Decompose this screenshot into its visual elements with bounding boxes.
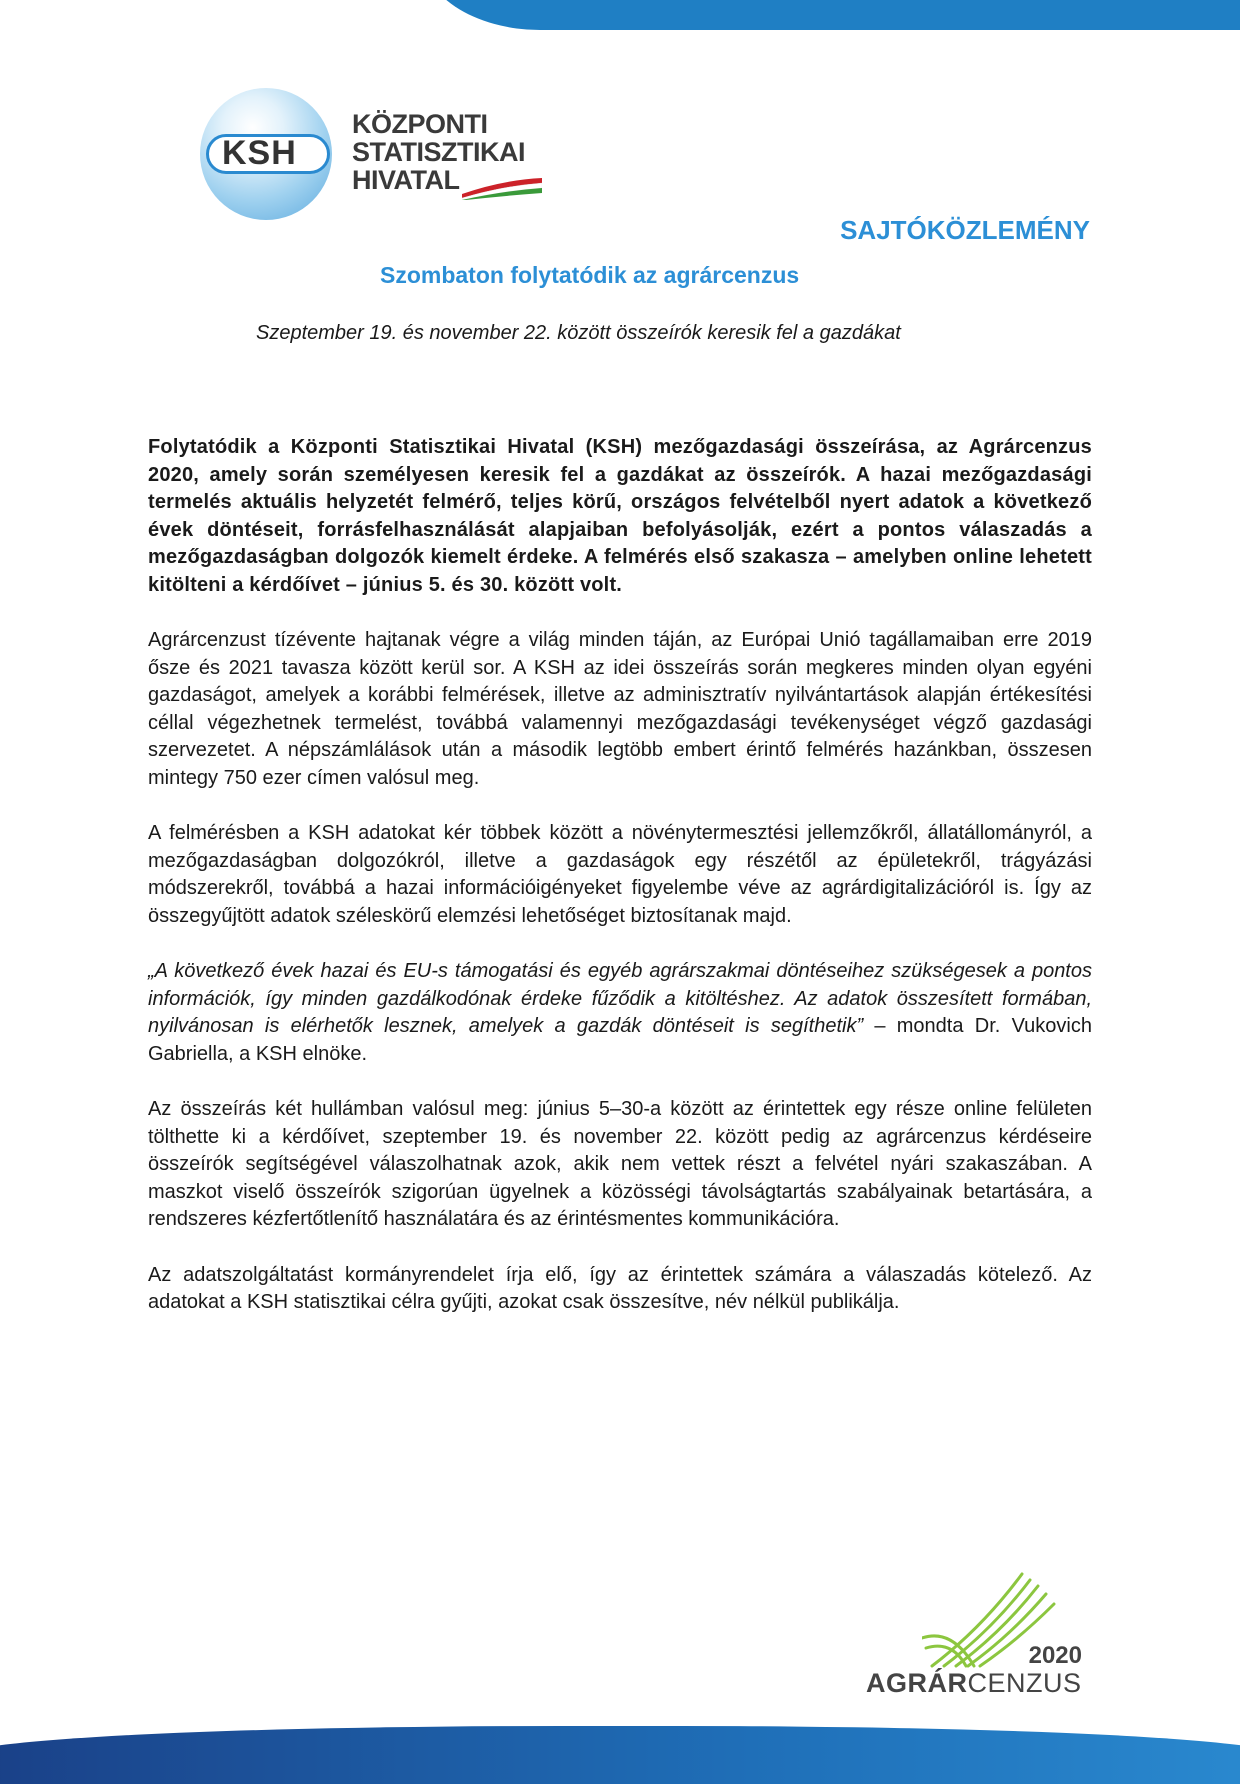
ksh-logo-line3: HIVATAL xyxy=(352,165,460,195)
agrarcenzus-logo xyxy=(866,1568,1086,1698)
body-paragraph-2: A felmérésben a KSH adatokat kér többek között a növénytermesztési jellemzőkről, állatállományról, a mezőgazdaságban dolgozókról, illetve a gazdaságok egy részétől az épületekről, trágyázási módszerekről, továbbá a hazai információigényeket figyelembe véve az agrárdigitalizációról is. Így az összegyűjtött adatok széleskörű elemzési lehetőséget biztosítanak majd. xyxy=(148,822,1092,927)
press-release-label: SAJTÓKÖZLEMÉNY xyxy=(840,215,1090,245)
agrarcenzus-word-bold: AGRÁR xyxy=(866,1668,968,1698)
page-title: Szombaton folytatódik az agrárcenzus xyxy=(380,262,800,288)
page-subtitle: Szeptember 19. és november 22. között összeírók keresik fel a gazdákat xyxy=(256,322,901,344)
agrarcenzus-wordmark xyxy=(866,1668,1082,1699)
ksh-logo-abbr: KSH xyxy=(222,134,297,172)
quote-paragraph xyxy=(148,958,1092,1068)
body-paragraph-1: Agrárcenzust tízévente hajtanak végre a világ minden táján, az Európai Unió tagállamaiban erre 2019 ősze és 2021 tavasza között kerül sor. A KSH az idei összeírás során megkeres minden olyan egyéni gazdaságot, amelyek a korábbi felmérések, illetve az adminisztratív nyilvántartások alapján értékesítési céllal végezhetnek termelést, továbbá valamennyi mezőgazdasági tevékenységet végző gazdasági szervezetet. A népszámlálások után a második legtöbb embert érintő felmérés hazánkban, összesen mintegy 750 ezer címen valósul meg. xyxy=(148,629,1092,789)
ksh-logo xyxy=(200,88,540,228)
agrarcenzus-word-light: CENZUS xyxy=(967,1668,1082,1698)
article-body xyxy=(148,434,1092,1345)
ksh-logo-line2: STATISZTIKAI xyxy=(352,137,525,167)
body-paragraph-4: Az adatszolgáltatást kormányrendelet írja elő, így az érintettek számára a válaszadás kötelező. Az adatokat a KSH statisztikai célra gyűjti, azokat csak összesítve, név nélkül publikálja. xyxy=(148,1263,1092,1313)
lead-paragraph: Folytatódik a Központi Statisztikai Hivatal (KSH) mezőgazdasági összeírása, az Agrárcenzus 2020, amely során személyesen keresik fel a gazdákat az összeírók. A hazai mezőgazdasági termelés aktuális helyzetét felmérő, teljes körű, országos felvételből nyert adatok a következő évek döntéseit, forrásfelhasználását alapjaiban befolyásolják, ezért a pontos válaszadás a mezőgazdaságban dolgozók kiemelt érdeke. A felmérés első szakasza – amelyben online lehetett kitölteni a kérdőívet – június 5. és 30. között volt. xyxy=(148,436,1092,596)
ksh-logo-line1: KÖZPONTI xyxy=(352,109,488,139)
bottom-decorative-band xyxy=(0,1726,1240,1784)
agrarcenzus-year: 2020 xyxy=(1028,1642,1082,1669)
quote-attribution: – mondta Dr. Vukovich Gabriella, a KSH elnöke. xyxy=(148,1015,1092,1065)
body-paragraph-3: Az összeírás két hullámban valósul meg: június 5–30-a között az érintettek egy része online felületen tölthette ki a kérdőívet, szeptember 19. és november 22. között pedig az agrárcenzus kérdéseire összeírók segítségével válaszolhatnak azok, akik nem vettek részt a felvétel nyári szakaszában. A maszkot viselő összeírók szigorúan ügyelnek a közösségi távolságtartás szabályainak betartására, a rendszeres kézfertőtlenítő használatára és az érintésmentes kommunikációra. xyxy=(148,1098,1092,1230)
quote-text: „A következő évek hazai és EU-s támogatási és egyéb agrárszakmai döntéseihez szükségesek a pontos információk, így minden gazdálkodónak érdeke fűződik a kitöltéshez. Az adatok összesített formában, nyilvánosan is elérhetők lesznek, amelyek a gazdák döntéseit is segíthetik” xyxy=(148,960,1092,1037)
hungarian-flag-swoosh-icon xyxy=(462,178,542,200)
top-decorative-band xyxy=(420,0,1240,30)
